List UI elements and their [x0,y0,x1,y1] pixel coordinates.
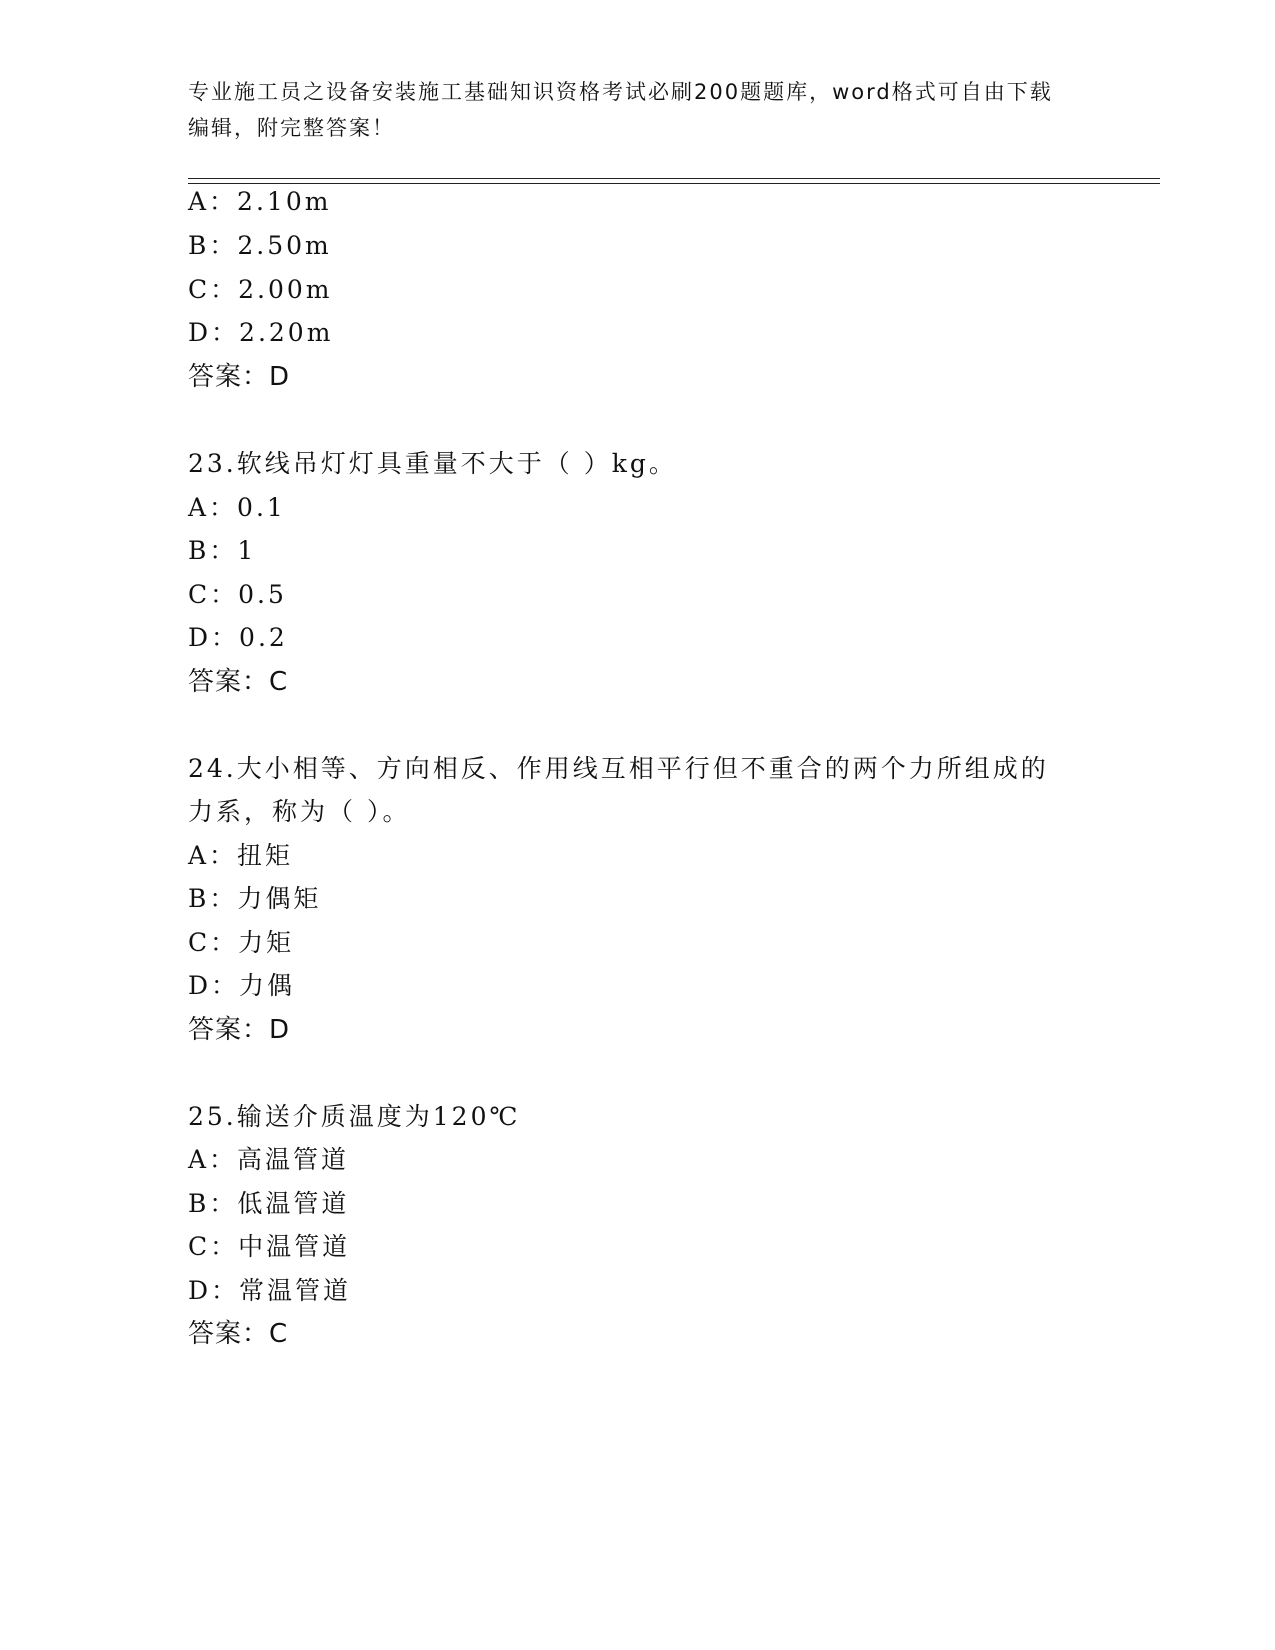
q24-answer: 答案：D [188,1015,291,1045]
q25-option-d: D：常温管道 [188,1276,352,1305]
q24-question-line2: 力系，称为（ ）。 [188,797,411,826]
q24-option-b: B：力偶矩 [188,884,322,913]
q22-option-c: C：2.00m [188,275,333,304]
q23-option-a: A：0.1 [188,493,286,522]
q23-question: 23.软线吊灯灯具重量不大于（ ）kg。 [188,449,677,478]
q22-option-d: D：2.20m [188,318,334,347]
q24-option-c: C：力矩 [188,928,295,957]
q25-answer: 答案：C [188,1319,289,1349]
q22-option-a: A：2.10m [188,187,332,216]
q23-option-b: B：1 [188,536,257,565]
q25-question: 25.输送介质温度为120℃ [188,1102,521,1131]
q24-question-line1: 24.大小相等、方向相反、作用线互相平行但不重合的两个力所组成的 [188,754,1049,783]
q24-option-d: D：力偶 [188,971,296,1000]
q23-answer: 答案：C [188,667,289,697]
q22-answer: 答案：D [188,362,291,392]
header-divider-bottom [188,183,1160,184]
q25-option-b: B：低温管道 [188,1189,350,1218]
q23-option-c: C：0.5 [188,580,287,609]
q22-option-b: B：2.50m [188,231,332,260]
header-divider-top [188,178,1160,179]
q24-option-a: A：扭矩 [188,841,294,870]
q23-option-d: D：0.2 [188,623,288,652]
q25-option-a: A：高温管道 [188,1145,350,1174]
q25-option-c: C：中温管道 [188,1232,351,1261]
document-title: 专业施工员之设备安装施工基础知识资格考试必刷200题题库，word格式可自由下载编辑，附完整答案！ [188,80,1053,140]
